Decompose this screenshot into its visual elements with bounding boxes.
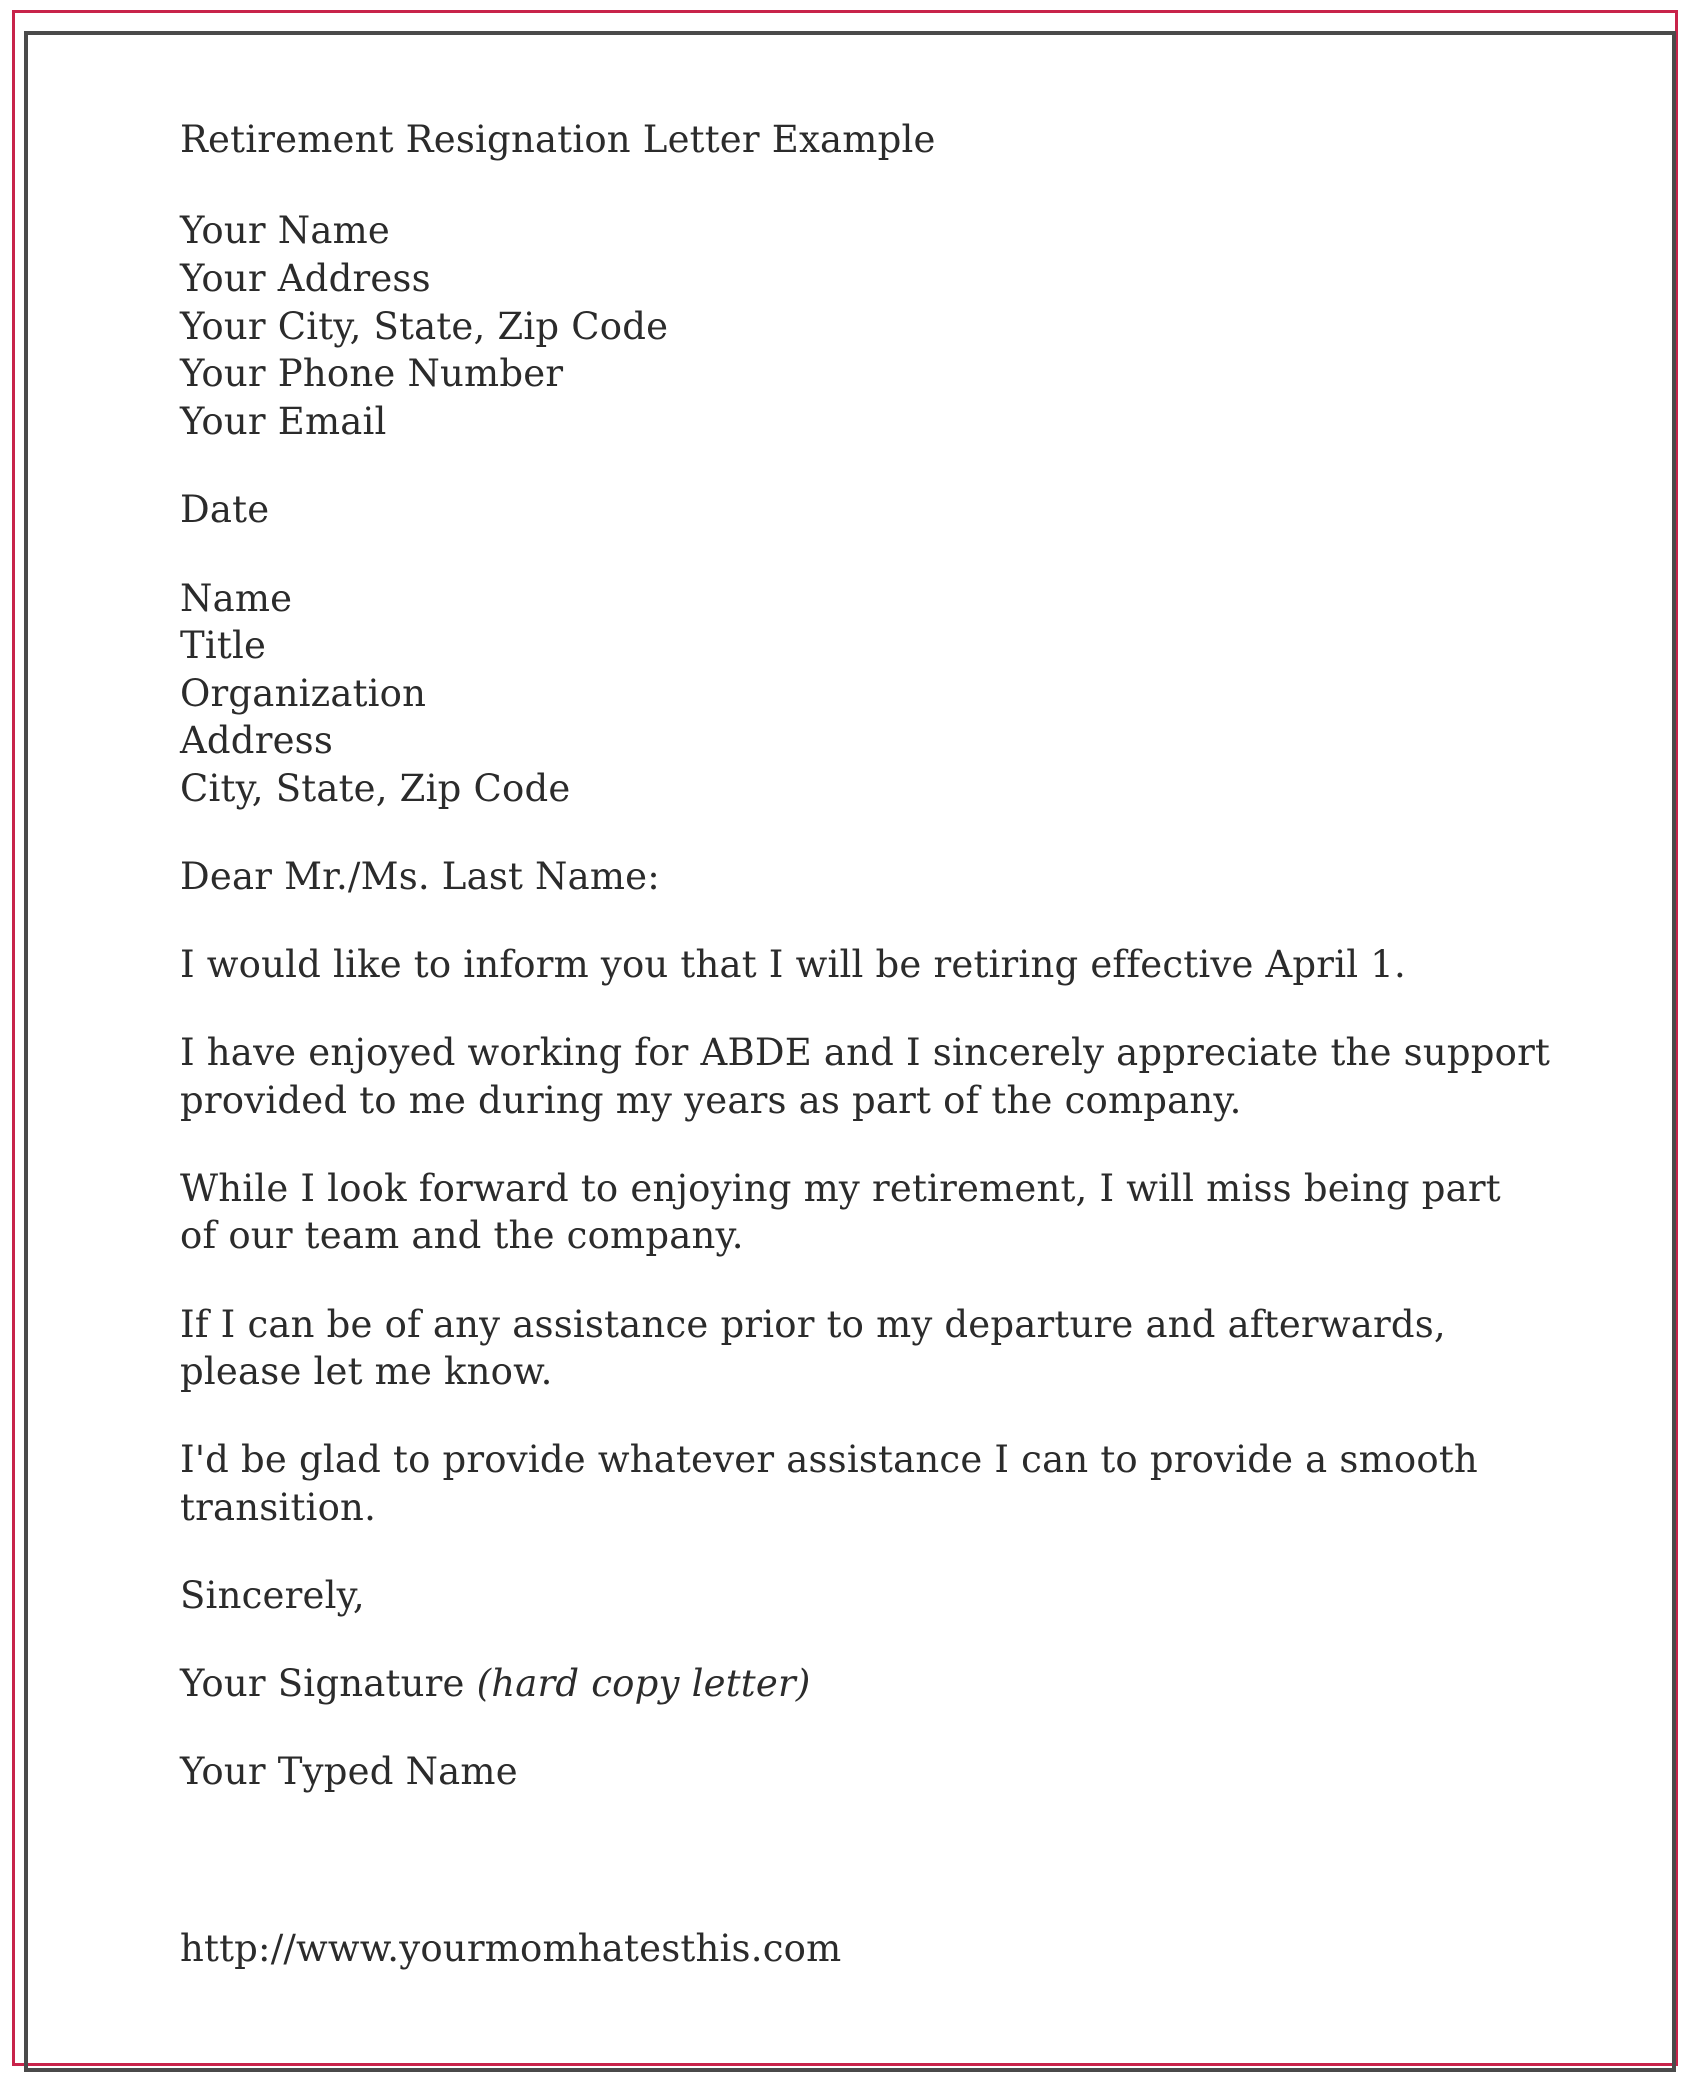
source-url: http://www.yourmomhatesthis.com <box>180 1927 842 1970</box>
recipient-city-state-zip: City, State, Zip Code <box>180 767 571 810</box>
body-paragraph-5-line-1: I'd be glad to provide whatever assistance I can to provide a smooth <box>180 1438 1478 1481</box>
signature-line <box>180 1660 810 1708</box>
body-paragraph-2-line-2: provided to me during my years as part of the company. <box>180 1079 1242 1122</box>
body-paragraph-3-line-2: of our team and the company. <box>180 1214 744 1257</box>
body-paragraph-4-line-2: please let me know. <box>180 1350 553 1393</box>
body-paragraph-3-line-1: While I look forward to enjoying my retirement, I will miss being part <box>180 1167 1501 1210</box>
letter-title: Retirement Resignation Letter Example <box>180 118 936 161</box>
typed-name: Your Typed Name <box>180 1750 518 1793</box>
closing: Sincerely, <box>180 1574 365 1617</box>
letter-date: Date <box>180 488 270 531</box>
recipient-name: Name <box>180 577 293 620</box>
recipient-address: Address <box>180 719 334 762</box>
body-paragraph-1: I would like to inform you that I will be retiring effective April 1. <box>180 943 1406 986</box>
sender-name: Your Name <box>180 209 390 252</box>
sender-phone: Your Phone Number <box>180 352 564 395</box>
body-paragraph-2-line-1: I have enjoyed working for ABDE and I sincerely appreciate the support <box>180 1031 1551 1074</box>
signature-note: (hard copy letter) <box>476 1662 811 1705</box>
recipient-title: Title <box>180 624 267 667</box>
sender-city-state-zip: Your City, State, Zip Code <box>180 305 669 348</box>
salutation: Dear Mr./Ms. Last Name: <box>180 855 660 898</box>
sender-email: Your Email <box>180 400 387 443</box>
body-paragraph-4-line-1: If I can be of any assistance prior to my departure and afterwards, <box>180 1303 1446 1346</box>
recipient-organization: Organization <box>180 672 427 715</box>
signature-label: Your Signature <box>180 1662 465 1705</box>
sender-address: Your Address <box>180 257 431 300</box>
body-paragraph-5-line-2: transition. <box>180 1486 377 1529</box>
